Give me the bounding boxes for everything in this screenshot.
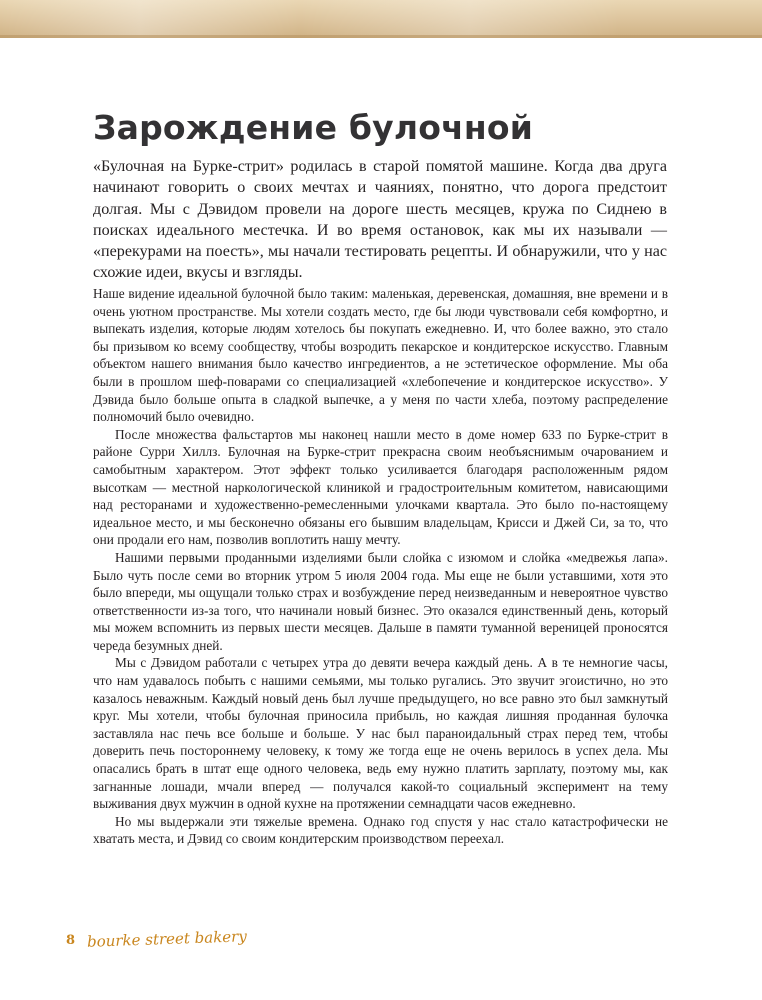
brand-logo-text: bourke street bakery — [86, 927, 248, 951]
body-paragraph: После множества фальстартов мы наконец нашли место в доме номер 633 по Бурке-стрит в районе Сурри Хиллз. Булочная на Бурке-стрит прекрасна своим необъяснимым очарованием и самобытным характером. Этот эффект только усиливается благодаря расположенным рядом высоткам — местной наркологической клиникой и градостроительным комитетом, нависающими над ресторанами и художественно-ремесленными улочками квартала. Это было по-настоящему идеальное место, и мы бесконечно обязаны его бывшим владельцам, Крисси и Джей Си, за то, что они продали его нам, позволив воплотить нашу мечту. — [93, 426, 668, 548]
body-paragraph: Наше видение идеальной булочной было таким: маленькая, деревенская, домашняя, вне времени и в очень уютном пространстве. Мы хотели создать место, где бы люди чувствовали себя комфортно, и выпекать изделия, которые людям хотелось бы покупать ежедневно. И, что более важно, это стало бы призывом ко всему сообществу, чтобы возродить пекарское и кондитерское искусство. Главным объектом нашего внимания было качество ингредиентов, а не эстетическое оформление. Мы оба были в прошлом шеф-поварами со специализацией «хлебопечение и кондитерское искусство». У Дэвида было больше опыта в сладкой выпечке, а у меня по части хлеба, поэтому распределение полномочий было очевидно. — [93, 286, 668, 425]
body-text — [93, 285, 668, 848]
page-title: Зарождение булочной — [93, 108, 534, 147]
body-paragraph: Но мы выдержали эти тяжелые времена. Однако год спустя у нас стало катастрофически не хватать места, и Дэвид со своим кондитерским производством переехал. — [93, 813, 668, 847]
page-number: 8 — [66, 933, 76, 948]
body-paragraph: Мы с Дэвидом работали с четырех утра до девяти вечера каждый день. А в те немногие часы, что нам удавалось побыть с нашими семьями, мы только ругались. Это звучит эгоистично, но это казалось неважным. Каждый новый день был лучше предыдущего, но все равно это был замкнутый круг. Мы хотели, чтобы булочная приносила прибыль, но каждая лишняя проданная булочка заставляла нас печь все больше и больше. У нас был параноидальный страх перед тем, чтобы доверить печь постороннему человеку, к тому же тогда еще не очень верилось в успех дела. Мы опасались брать в штат еще одного человека, ведь ему нужно платить зарплату, поэтому мы, как загнанные лошади, мчали вперед — получался какой-то социальный эксперимент на тему выживания двух мужчин в одной кухне на протяжении семнадцати часов ежедневно. — [93, 655, 668, 812]
header-decorative-band — [0, 0, 762, 38]
body-paragraph: Нашими первыми проданными изделиями были слойка с изюмом и слойка «медвежья лапа». Было чуть после семи во вторник утром 5 июля 2004 года. Мы еще не были уставшими, хотя это было впереди, мы ощущали только страх и возбуждение перед неизведанным и невероятное чувство ответственности из-за того, что начинали новый бизнес. Это оказался единственный день, который мы можем вспомнить из первых шести месяцев. Дальше в памяти туманной вереницей проносятся череда безумных дней. — [93, 549, 668, 653]
page-footer — [66, 927, 248, 960]
lead-paragraph: «Булочная на Бурке-стрит» родилась в старой помятой машине. Когда два друга начинают говорить о своих мечтах и чаяниях, понятно, что дорога предстоит долгая. Мы с Дэвидом провели на дороге шесть месяцев, кружа по Сиднею в поисках идеального местечка. И во время остановок, как мы их называли — «перекурами на поесть», мы начали тестировать рецепты. И обнаружили, что у нас схожие идеи, вкусы и взгляды. — [93, 158, 667, 282]
